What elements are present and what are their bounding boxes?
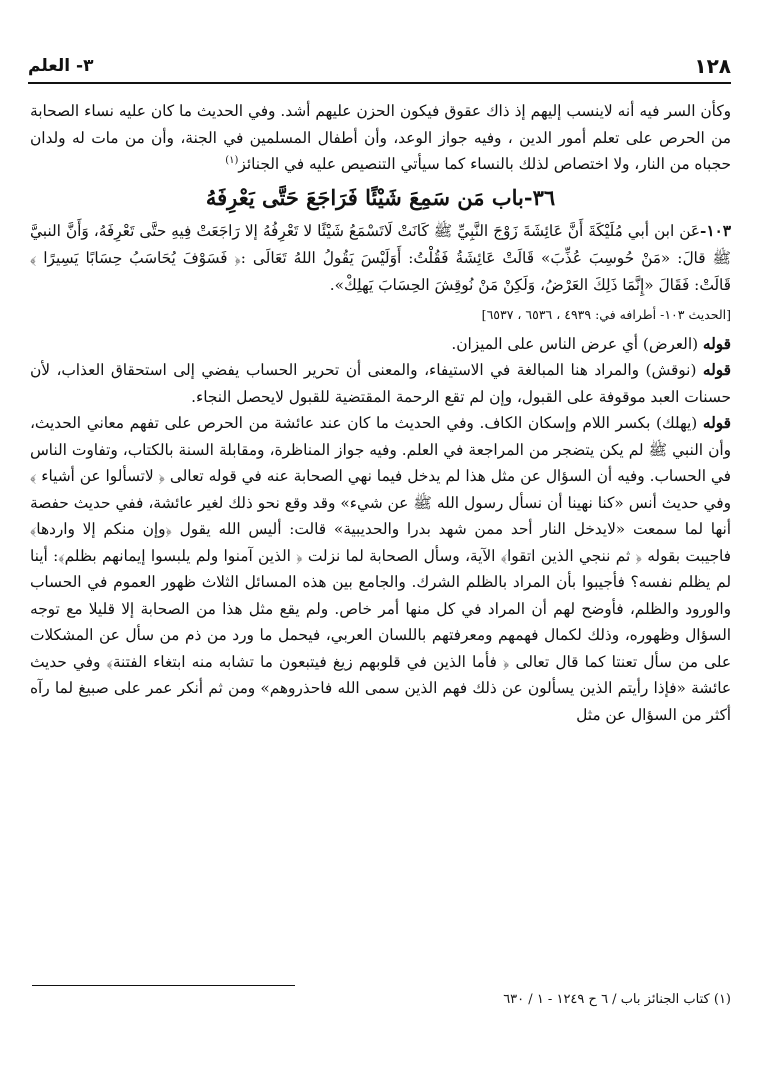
- chapter-title: ٣- العلم: [28, 56, 94, 76]
- intro-paragraph: [30, 98, 731, 178]
- commentary-label: قوله: [702, 361, 731, 379]
- commentary-item: [30, 357, 731, 410]
- commentary-text: (نوقش) والمراد هنا المبالغة في الاستيفاء، والمعنى أن تحرير الحساب يفضي إلى استحقاق العذاب، لأن حسنات العبد موقوفة على القبول، وإن لم تقع الرحمة المقتضية للقبول لايحصل النجاء.: [30, 361, 731, 406]
- hadith-text: [30, 218, 731, 299]
- bab-heading: ٣٦-باب مَن سَمِعَ شَيْئًا فَرَاجَعَ حَتَّى يَعْرِفَهُ: [205, 184, 556, 210]
- commentary-item: [30, 331, 731, 358]
- footnote: (١) كتاب الجنائز باب / ٦ ح ١٢٤٩ - ١ / ٦٣٠: [503, 992, 731, 1007]
- commentary-item: [30, 410, 731, 728]
- hadith-references: [الحديث ١٠٣- أطرافه في: ٤٩٣٩ ، ٦٥٣٦ ، ٦٥٣٧]: [481, 306, 731, 322]
- intro-text: وكأن السر فيه أنه لاينسب إليهم إذ ذاك عقوق فيكون الحزن عليهم أشد. وفي الحديث ما كان عليه نساء الصحابة من الحرص على تعلم أمور الدين ، وفيه جواز الوعد، وأن أطفال المسلمين في الجنة، وأن من مات له ولدان حجباه من النار، ولا اختصاص لذلك بالنساء كما سيأتي التنصيص عليه في الجنائز: [30, 102, 731, 173]
- hadith-body: عَن ابن أبي مُلَيْكَةَ أَنَّ عَائِشَةَ زَوْجَ النَّبِيِّ ﷺ كَانَتْ لَاتَسْمَعُ شَيْئًا لا تَعْرِفُهُ إلا رَاجَعَتْ فِيهِ حتَّى تَعْرِفَهُ، وَأَنَّ النبيَّ ﷺ قالَ: «مَنْ حُوسِبَ عُذِّبَ» قَالَتْ عَائِشَةُ فَقُلْتُ: أَوَلَيْسَ يَقُولُ اللهُ تَعَالَى :﴿ فَسَوْفَ يُحَاسَبُ حِسَابًا يَسِيرًا ﴾ قَالَتْ: فَقَالَ «إِنَّمَا ذَلِكَ العَرْضُ، وَلَكِنْ مَنْ نُوقِشَ الحِسَابَ يَهلِكْ».: [30, 221, 731, 294]
- page-body: [30, 98, 731, 728]
- hadith-number: ١٠٣-: [699, 221, 731, 240]
- commentary-text: (يهلك) بكسر اللام وإسكان الكاف. وفي الحديث ما كان عند عائشة من الحرص على تفهم معاني الحديث، وأن النبي ﷺ لم يكن يتضجر من المراجعة في العلم. وفيه جواز المناظرة، ومقابلة السنة بالكتاب، وتفاوت الناس في الحساب. وفيه أن السؤال عن مثل هذا لم يدخل فيما نهي الصحابة عنه في قوله تعالى ﴿ لاتسألوا عن أشياء ﴾ وفي حديث أنس «كنا نهينا أن نسأل رسول الله ﷺ عن شيء» وقد وقع نحو ذلك لغير عائشة، ففي حديث حفصة أنها لما سمعت «لايدخل النار أحد ممن شهد بدرا والحديبية» قالت: أليس الله يقول ﴿وإن منكم إلا واردها﴾ فاجيبت بقوله ﴿ ثم ننجي الذين اتقوا﴾ الآية، وسأل الصحابة لما نزلت ﴿ الذين آمنوا ولم يلبسوا إيمانهم بظلم﴾: أينا لم يظلم نفسه؟ فأجيبوا بأن المراد بالظلم الشرك. والجامع بين هذه المسائل الثلاث ظهور العموم في الحساب والورود والظلم، فأوضح لهم أن المراد في كل منها أمر خاص. ولم يقع مثل هذا من الصحابة إلا قليلا مع توجه السؤال وظهوره، وذلك لكمال فهمهم ومعرفتهم باللسان العربي، فيحمل ما ورد من ذم من سأل عن المشكلات على من سأل تعنتا كما قال تعالى ﴿ فأما الذين في قلوبهم زيغ فيتبعون ما تشابه منه ابتغاء الفتنة﴾ وفي حديث عائشة «فإذا رأيتم الذين يسألون عن ذلك فهم الذين سمى الله فاحذروهم» ومن ثم أنكر عمر على صبيغ لما رآه أكثر من السؤال عن مثل: [30, 414, 731, 724]
- footnote-divider: [32, 985, 295, 986]
- commentary-text: (العرض) أي عرض الناس على الميزان.: [451, 334, 703, 353]
- commentary-label: قوله: [702, 414, 731, 432]
- commentary-label: قوله: [702, 334, 731, 353]
- page-header: [28, 50, 731, 84]
- page-number: ١٢٨: [694, 54, 731, 78]
- footnote-marker: (١): [225, 154, 239, 166]
